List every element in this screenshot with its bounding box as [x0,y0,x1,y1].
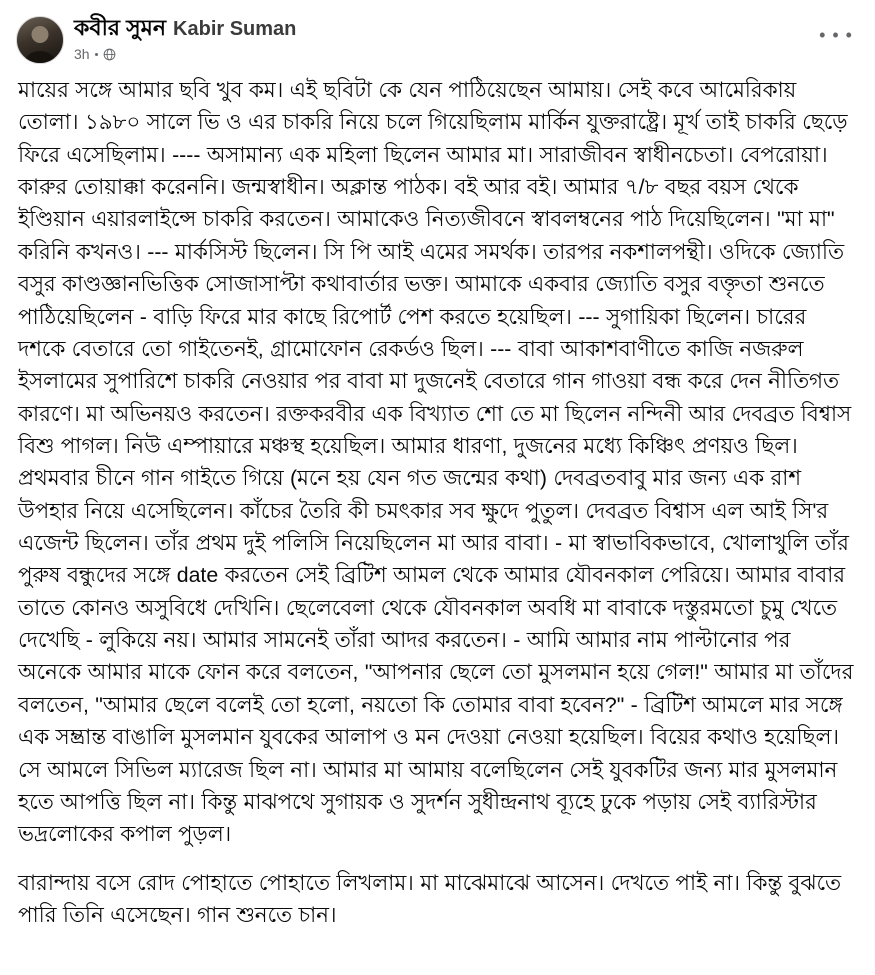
post-meta [74,46,296,62]
globe-icon[interactable] [103,48,116,61]
author-name-line [74,16,296,40]
author-block [74,14,296,62]
author-name-english[interactable]: Kabir Suman [173,18,297,40]
post-timestamp[interactable]: 3h [74,46,90,63]
post-more-options-button[interactable]: • • • [819,25,853,45]
post-header [14,10,861,66]
post-body [14,66,861,975]
avatar[interactable] [16,16,64,64]
post-paragraph: বারান্দায় বসে রোদ পোহাতে পোহাতে লিখলাম। মা মাঝেমাঝে আসেন। দেখতে পাই না। কিন্তু বুঝতে পারি তিনি এসেছেন। গান শুনতে চান। [18,870,842,927]
author-name-bengali[interactable]: কবীর সুমন [74,15,167,40]
meta-separator-dot [95,53,98,56]
post-paragraph: মায়ের সঙ্গে আমার ছবি খুব কম। এই ছবিটা কে যেন পাঠিয়েছেন আমায়। সেই কবে আমেরিকায় তোলা। ১৯৮০ সালে ভি ও এর চাকরি নিয়ে চলে গিয়েছিলাম মার্কিন যুক্তরাষ্ট্রে। মূর্খ তাই চাকরি ছেড়ে ফিরে এসেছিলাম। ---- অসামান্য এক মহিলা ছিলেন আমার মা। সারাজীবন স্বাধীনচেতা। বেপরোয়া। কারুর তোয়াক্কা করেননি। জন্মস্বাধীন। অক্লান্ত পাঠক। বই আর বই। আমার ৭/৮ বছর বয়স থেকে ইণ্ডিয়ান এয়ারলাইন্সে চাকরি করতেন। আমাকেও নিত্যজীবনে স্বাবলম্বনের পাঠ দিয়েছিলেন। "মা মা" করিনি কখনও। --- মার্কসিস্ট ছিলেন। সি পি আই এমের সমর্থক। তারপর নকশালপন্থী। ওদিকে জ্যোতি বসুর কাণ্ডজ্ঞানভিত্তিক সোজাসাপ্টা কথাবার্তার ভক্ত। আমাকে একবার জ্যোতি বসুর বক্তৃতা শুনতে পাঠিয়েছিলেন - বাড়ি ফিরে মার কাছে রিপোর্ট পেশ করতে হয়েছিল। --- সুগায়িকা ছিলেন। চারের দশকে বেতারে তো গাইতেনই, গ্রামোফোন রেকর্ডও ছিল। --- বাবা আকাশবাণীতে কাজি নজরুল ইসলামের সুপারিশে চাকরি নেওয়ার পর বাবা মা দুজনেই বেতারে গান গাওয়া বন্ধ করে দেন নীতিগত কারণে। মা অভিনয়ও করতেন। রক্তকরবীর এক বিখ্যাত শো তে মা ছিলেন নন্দিনী আর দেবব্রত বিশ্বাস বিশু পাগল। নিউ এম্পায়ারে মঞ্চস্থ হয়েছিল। আমার ধারণা, দুজনের মধ্যে কিঞ্চিৎ প্রণয়ও ছিল। প্রথমবার চীনে গান গাইতে গিয়ে (মনে হয় যেন গত জন্মের কথা) দেবব্রতবাবু মার জন্য এক রাশ উপহার নিয়ে এসেছিলেন। কাঁচের তৈরি কী চমৎকার সব ক্ষুদে পুতুল। দেবব্রত বিশ্বাস এল আই সি'র এজেন্ট ছিলেন। তাঁর প্রথম দুই পলিসি নিয়েছিলেন মা আর বাবা। - মা স্বাভাবিকভাবে, খোলাখুলি তাঁর পুরুষ বন্ধুদের সঙ্গে date করতেন সেই ব্রিটিশ আমল থেকে আমার যৌবনকাল পেরিয়ে। আমার বাবার তাতে কোনও অসুবিধে দেখিনি। ছেলেবেলা থেকে যৌবনকাল অবধি মা বাবাকে দস্তুরমতো চুমু খেতে দেখেছি - লুকিয়ে নয়। আমার সামনেই তাঁরা আদর করতেন। - আমি আমার নাম পাল্টানোর পর অনেকে আমার মাকে ফোন করে বলতেন, "আপনার ছেলে তো মুসলমান হয়ে গেল!" আমার মা তাঁদের বলতেন, "আমার ছেলে বলেই তো হলো, নয়তো কি তোমার বাবা হবেন?" - ব্রিটিশ আমলে মার সঙ্গে এক সম্ভ্রান্ত বাঙালি মুসলমান যুবকের আলাপ ও মন দেওয়া নেওয়া হয়েছিল। বিয়ের কথাও হয়েছিল। সে আমলে সিভিল ম্যারেজ ছিল না। আমার মা আমায় বলেছিলেন সেই যুবকটির জন্য মার মুসলমান হতে আপত্তি ছিল না। কিন্তু মাঝপথে সুগায়ক ও সুদর্শন সুধীন্দ্রনাথ ব্যূহে ঢুকে পড়ায় সেই ব্যারিস্টার ভদ্রলোকের কপাল পুড়ল। [18,78,854,847]
